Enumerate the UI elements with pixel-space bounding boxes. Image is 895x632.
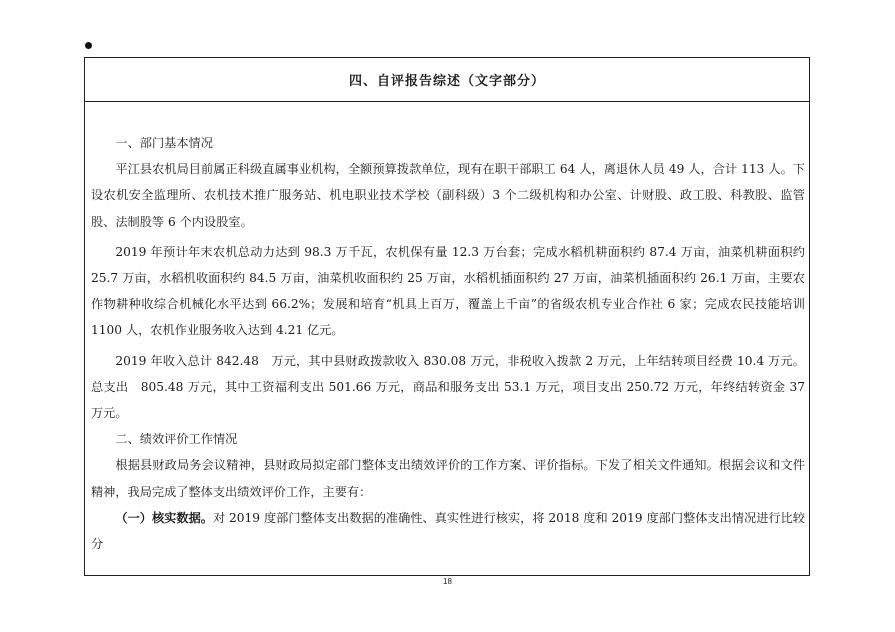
heading-department-overview: 一、部门基本情况 [115,136,213,150]
page-number: 18 [443,577,452,586]
report-body [91,130,805,557]
section-title: 四、自评报告综述（文字部分） [348,74,545,89]
paragraph-mechanization-stats: 2019 年预计年末农机总动力达到 98.3 万千瓦，农机保有量 12.3 万台套；完成水稻机耕面积约 87.4 万亩，油菜机耕面积约 25.7 万亩，水稻机收面积约 84.5 万亩，油菜机收面积约 25 万亩，水稻机插面积约 27 万亩，油菜机插面积约 26.1 万亩，主要农作物耕种收综合机械化水平达到 66.2%；发展和培育“机具上百万，覆盖上千亩”的省级农机专业合作社 6 家；完成农民技能培训 1100 人，农机作业服务收入达到 4.21 亿元。 [91,244,805,338]
report-frame [84,57,810,576]
paragraph-income-expenditure: 2019 年收入总计 842.48 万元，其中县财政拨款收入 830.08 万元，非税收入拨款 2 万元，上年结转项目经费 10.4 万元。总支出 805.48 万元，其中工资福利支出 501.66 万元，商品和服务支出 53.1 万元，项目支出 250.72 万元，年终结转资金 37 万元。 [91,353,805,421]
verify-data-lead: （一）核实数据。 [115,510,213,525]
paragraph-verify-data [91,505,805,557]
bullet-mark [85,42,92,49]
verify-data-text: 对 2019 度部门整体支出数据的准确性、真实性进行核实，将 2018 度和 2019 度部门整体支出情况进行比较分 [91,510,805,552]
heading-evaluation-work: 二、绩效评价工作情况 [115,432,238,447]
paragraph-department-info: 平江县农机局目前属正科级直属事业机构，全额预算拨款单位，现有在职干部职工 64 人，离退休人员 49 人，合计 113 人。下设农机安全监理所、农机技术推广服务站、机电职业技术学校（副科级）3 个二级机构和办公室、计财股、政工股、科教股、监管股、法制股等 6 个内设股室。 [91,162,805,229]
frame-header [85,58,809,102]
paragraph-evaluation-basis: 根据县财政局务会议精神，县财政局拟定部门整体支出绩效评价的工作方案、评价指标。下发了相关文件通知。根据会议和文件精神，我局完成了整体支出绩效评价工作，主要有： [91,458,805,499]
